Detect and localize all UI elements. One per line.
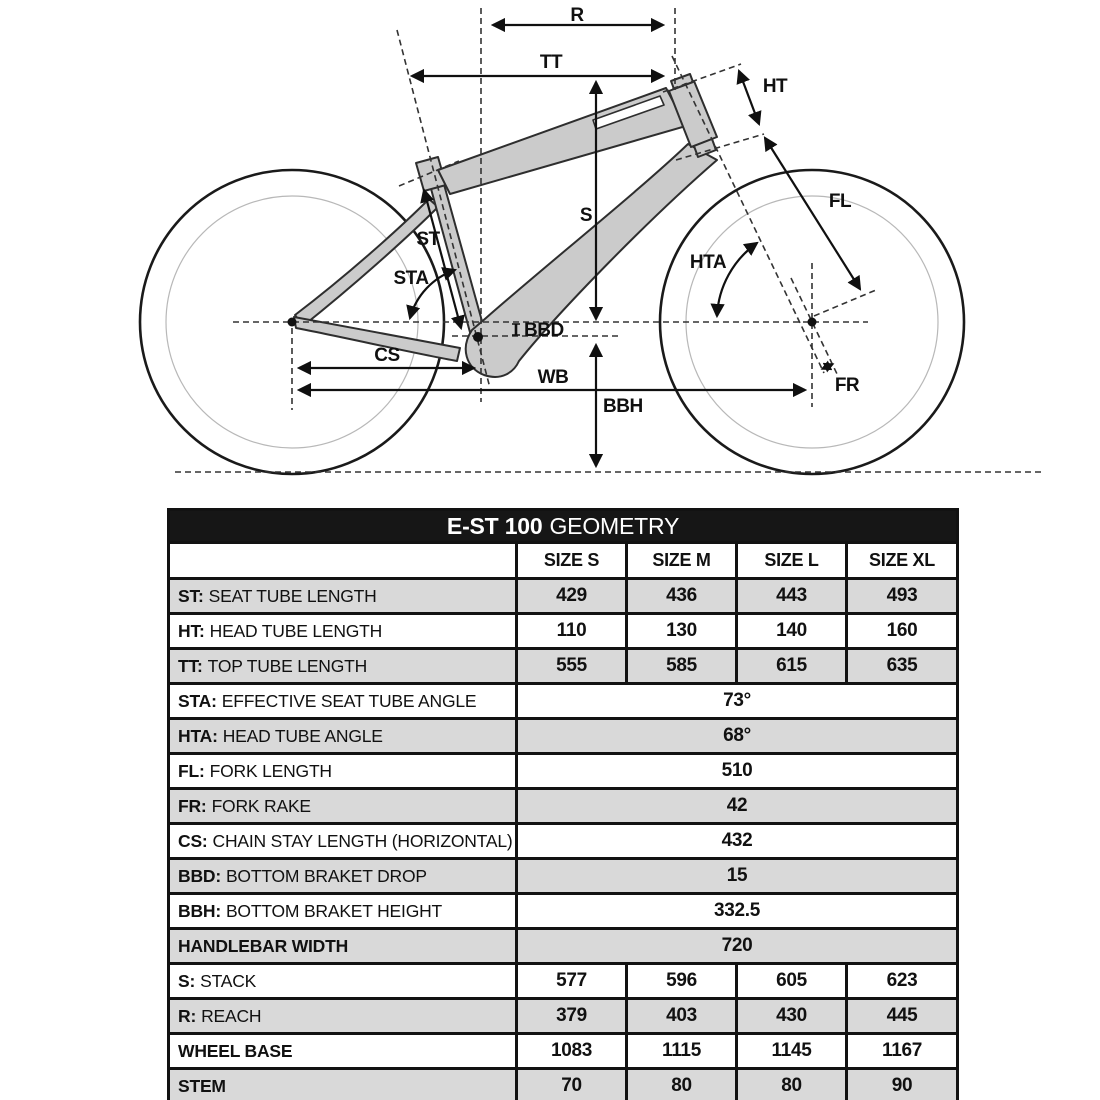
table-row-bottom-bracket-drop: BBD: BOTTOM BRAKET DROP 15 bbox=[169, 859, 958, 894]
size-col-header-l: SIZE L bbox=[737, 543, 847, 579]
table-row-fork-rake: FR: FORK RAKE 42 bbox=[169, 789, 958, 824]
table-row-seat-tube-angle: STA: EFFECTIVE SEAT TUBE ANGLE 73° bbox=[169, 684, 958, 719]
seat-angle-label: STA bbox=[393, 268, 429, 289]
table-row-top-tube-length: TT: TOP TUBE LENGTH 555 585 615 635 bbox=[169, 649, 958, 684]
fork-rake-label: FR bbox=[834, 375, 860, 396]
chain-stay-label: CS bbox=[374, 345, 400, 366]
fork-rake-tick bbox=[822, 364, 833, 369]
front-axle-dot bbox=[808, 318, 817, 327]
table-title-row bbox=[169, 510, 958, 543]
fork-length-label: FL bbox=[828, 191, 852, 212]
axle-perpendicular-line bbox=[814, 290, 876, 316]
bike-geometry-diagram bbox=[0, 0, 1100, 492]
table-row-bottom-bracket-height: BBH: BOTTOM BRAKET HEIGHT 332.5 bbox=[169, 894, 958, 929]
size-col-header-s: SIZE S bbox=[517, 543, 627, 579]
wheel-base-label: WB bbox=[537, 367, 569, 388]
reach-label: R bbox=[570, 5, 584, 26]
table-row-head-tube-angle: HTA: HEAD TUBE ANGLE 68° bbox=[169, 719, 958, 754]
bottom-bracket-dot bbox=[473, 332, 483, 342]
size-col-header-m: SIZE M bbox=[627, 543, 737, 579]
bb-height-label: BBH bbox=[603, 396, 643, 417]
table-title-model: E-ST 100 bbox=[446, 512, 543, 539]
steering-axis-line bbox=[672, 56, 824, 373]
head-angle-label: HTA bbox=[689, 252, 727, 273]
axle-parallel-line bbox=[791, 278, 838, 376]
table-row-stack: S: STACK 577 596 605 623 bbox=[169, 964, 958, 999]
table-row-reach: R: REACH 379 403 430 445 bbox=[169, 999, 958, 1034]
corner-cell bbox=[169, 543, 517, 579]
bb-drop-label: BBD bbox=[524, 320, 564, 341]
frame-silhouette bbox=[294, 74, 717, 377]
table-row-chain-stay-length: CS: CHAIN STAY LENGTH (HORIZONTAL) 432 bbox=[169, 824, 958, 859]
table-row-head-tube-length: HT: HEAD TUBE LENGTH 110 130 140 160 bbox=[169, 614, 958, 649]
seat-tube-label: ST bbox=[416, 229, 440, 250]
top-tube-label: TT bbox=[539, 52, 563, 73]
table-row-handlebar-width: HANDLEBAR WIDTH 720 bbox=[169, 929, 958, 964]
head-tube-label: HT bbox=[762, 76, 788, 97]
table-title-word: GEOMETRY bbox=[549, 512, 680, 539]
table-title bbox=[169, 510, 958, 543]
table-row-wheel-base: WHEEL BASE 1083 1115 1145 1167 bbox=[169, 1034, 958, 1069]
stack-label: S bbox=[579, 205, 593, 226]
table-row-seat-tube-length: ST: SEAT TUBE LENGTH 429 436 443 493 bbox=[169, 579, 958, 614]
geometry-table bbox=[167, 508, 959, 1100]
size-header-row bbox=[169, 543, 958, 579]
table-row-stem: STEM 70 80 80 90 bbox=[169, 1069, 958, 1100]
rear-axle-dot bbox=[288, 318, 297, 327]
size-col-header-xl: SIZE XL bbox=[847, 543, 958, 579]
head-tube-arrow bbox=[739, 71, 759, 124]
table-row-fork-length: FL: FORK LENGTH 510 bbox=[169, 754, 958, 789]
